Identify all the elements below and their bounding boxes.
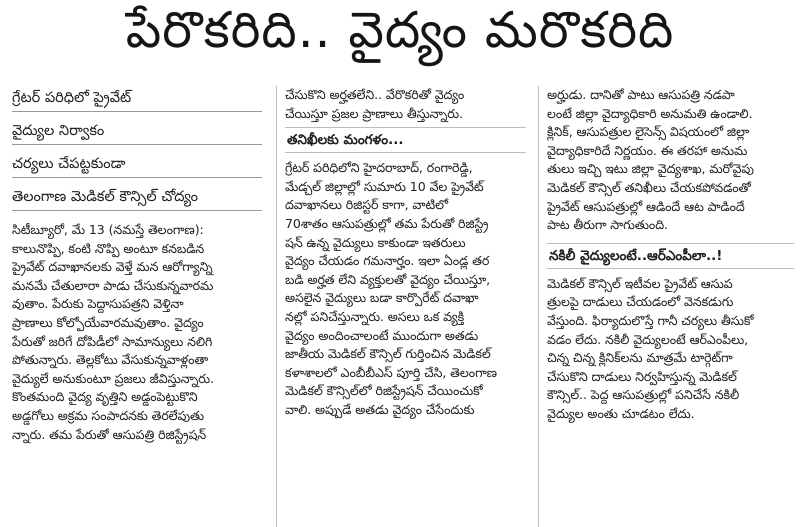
text-line: మెడికల్ కౌన్సిల్‌లో రిజిస్ట్రేషన్ చేయించుకో — [285, 383, 483, 399]
text-line: వడం లేదు. నకిలీ వైద్యులంటే ఆర్‌ఎంపీలు, — [547, 331, 749, 347]
deck — [12, 86, 262, 211]
text-line: గ్రేటర్ పరిధిలోని హైదరాబాద్, రంగారెడ్డి, — [285, 160, 473, 176]
deck-line: చర్యలు చేపట్టకుండా — [12, 152, 262, 178]
text-line: అడ్డగోలు అక్రమ సంపాదనకు తెరలేపుతు — [12, 407, 205, 423]
text-line: వైద్యుల అంతు చూడటం లేదు. — [547, 405, 695, 421]
text-line: మేడ్చల్ జిల్లాల్లో సుమారు 10 వేల ప్రైవేట్ — [285, 178, 484, 194]
text-line: పోతున్నారు. తెల్లకోటు వేసుకున్నవాళ్లంతా — [12, 352, 209, 368]
text-line: అసలైన వైద్యులు బడా కార్పొరేట్ దవాఖా — [285, 290, 479, 306]
text-line: వైద్యులే అనుకుంటూ ప్రజలు జీవిస్తున్నారు. — [12, 370, 214, 386]
text-line: వైద్యం అందించాలంటే ముందుగా అతడు — [285, 327, 479, 343]
column-3 — [538, 86, 794, 527]
text-line: వైద్యం చేయడం గమనార్హం. ఇలా ఏండ్ల తర — [285, 253, 490, 269]
text-line: సిటీబ్యూరో, మే 13 (నమస్తే తెలంగాణ): — [12, 222, 204, 237]
text-line: పాట తీరుగా సాగుతుంది. — [547, 217, 668, 233]
deck-line: తెలంగాణ మెడికల్ కౌన్సిల్ చోద్యం — [12, 185, 262, 211]
text-line: చిన్న చిన్న క్లినిక్‌లను మాత్రమే టార్గెట్‌గా — [547, 350, 733, 366]
subheading: తనిఖీలకు మంగళం... — [285, 127, 526, 153]
text-line: వాలి. అప్పుడే అతడు వైద్యం చేసేందుకు — [285, 401, 475, 417]
column-2 — [276, 86, 526, 527]
text-line: అర్హుడు. దానితో పాటు ఆసుపత్రి నడపా — [547, 87, 735, 102]
text-line: ప్రాణాలు కోల్పోయేవారమవుతాం. వైద్యం — [12, 314, 204, 330]
text-line: చేసుకొని దాడులు నిర్వహిస్తున్న మెడికల్ — [547, 368, 737, 384]
text-line: కాలునొప్పి, కంటి నొప్పి అంటూ కనబడిన — [12, 240, 205, 256]
text-line: వేస్తుంది. ఫిర్యాదులొస్తే గానీ చర్యలు తీసుకో — [547, 312, 754, 328]
text-line: ప్రైవేట్ ఆసుపత్రుల్లో ఆడిందే ఆట పాడిందే — [547, 198, 745, 214]
article-body-col1 — [12, 221, 262, 444]
subheading: నకిలీ వైద్యులంటే..ఆర్‌ఎంపీలా..! — [547, 243, 794, 269]
text-line: తులు ఇచ్చి ఇటు జిల్లా వైద్యశాఖ, మరోవైపు — [547, 161, 754, 177]
deck-line: గ్రేటర్ పరిధిలో ప్రైవేట్ — [12, 86, 262, 112]
text-line: నల్లో పనిచేస్తున్నారు. అసలు ఒక వ్యక్తి — [285, 308, 465, 324]
text-line: క్లినిక్, ఆసుపత్రుల లైసెన్స్ విషయంలో జిల్లా — [547, 124, 750, 140]
text-line: 70శాతం ఆసుపత్రుల్లో తమ పేరుతో రిజిస్ట్రే — [285, 215, 489, 231]
text-line: జాతీయ మెడికల్ కౌన్సిల్ గుర్తించిన మెడికల్ — [285, 346, 491, 362]
text-line: చేయిస్తూ ప్రజల ప్రాణాలు తీస్తున్నారు. — [285, 105, 463, 121]
text-line: పేరుతో జరిగే దోపిడీలో సామాన్యులు నలిగి — [12, 333, 213, 349]
text-line: కళాశాలలో ఎంబీబీఎస్ పూర్తి చేసి, తెలంగాణ — [285, 364, 497, 380]
text-line: మెడికల్ కౌన్సిల్ ఇటీవల ప్రైవేట్ ఆసుప — [547, 275, 733, 291]
text-line: వుతాం. పేరుకు పెద్దాసుపత్రని వెళ్తినా — [12, 296, 184, 312]
text-line: వైద్యాధికారిదే నిర్ణయం. ఈ తరహా అనుమ — [547, 142, 748, 158]
text-line: కౌన్సిల్.. పెద్ద ఆసుపత్రుల్లో పనిచేసే నకిలీ — [547, 387, 740, 403]
text-line: కొంతమంది వైద్య వృత్తిని అడ్డంపెట్టుకొని — [12, 389, 198, 405]
text-line: త్రులపై దాడులు చేయడంలో వెనకడుగు — [547, 294, 734, 310]
text-line: షన్ ఉన్న వైద్యులు కాకుండా ఇతరులు — [285, 234, 466, 250]
text-line: ప్రైవేట్ దవాఖానలకు వెళ్తే మన ఆరోగ్యాన్ని — [12, 259, 213, 275]
text-line: బడి అర్హత లేని వ్యక్తులతో వైద్యం చేయిస్తూ, — [285, 271, 491, 287]
text-line: మనమే చేతులారా పాడు చేసుకున్నవారమ — [12, 277, 214, 293]
deck-line: వైద్యుల నిర్వాకం — [12, 119, 262, 145]
text-line: దవాఖానలు రిజిస్టర్ కాగా, వాటిలో — [285, 197, 448, 213]
text-line: చేసుకొని అర్హతలేని.. వేరొకరితో వైద్యం — [285, 87, 465, 102]
text-line: న్నారు. తమ పేరుతో ఆసుపత్రి రిజిస్ట్రేషన్ — [12, 426, 207, 442]
text-line: లంటే జిల్లా వైద్యాధికారి అనుమతి ఉండాలి. — [547, 105, 753, 121]
text-line: మెడికల్ కౌన్సిల్ తనిఖీలు చేయకపోవడంతో — [547, 179, 751, 195]
headline: పేరొకరిది.. వైద్యం మరొకరిది — [125, 0, 675, 59]
column-1 — [12, 86, 262, 527]
